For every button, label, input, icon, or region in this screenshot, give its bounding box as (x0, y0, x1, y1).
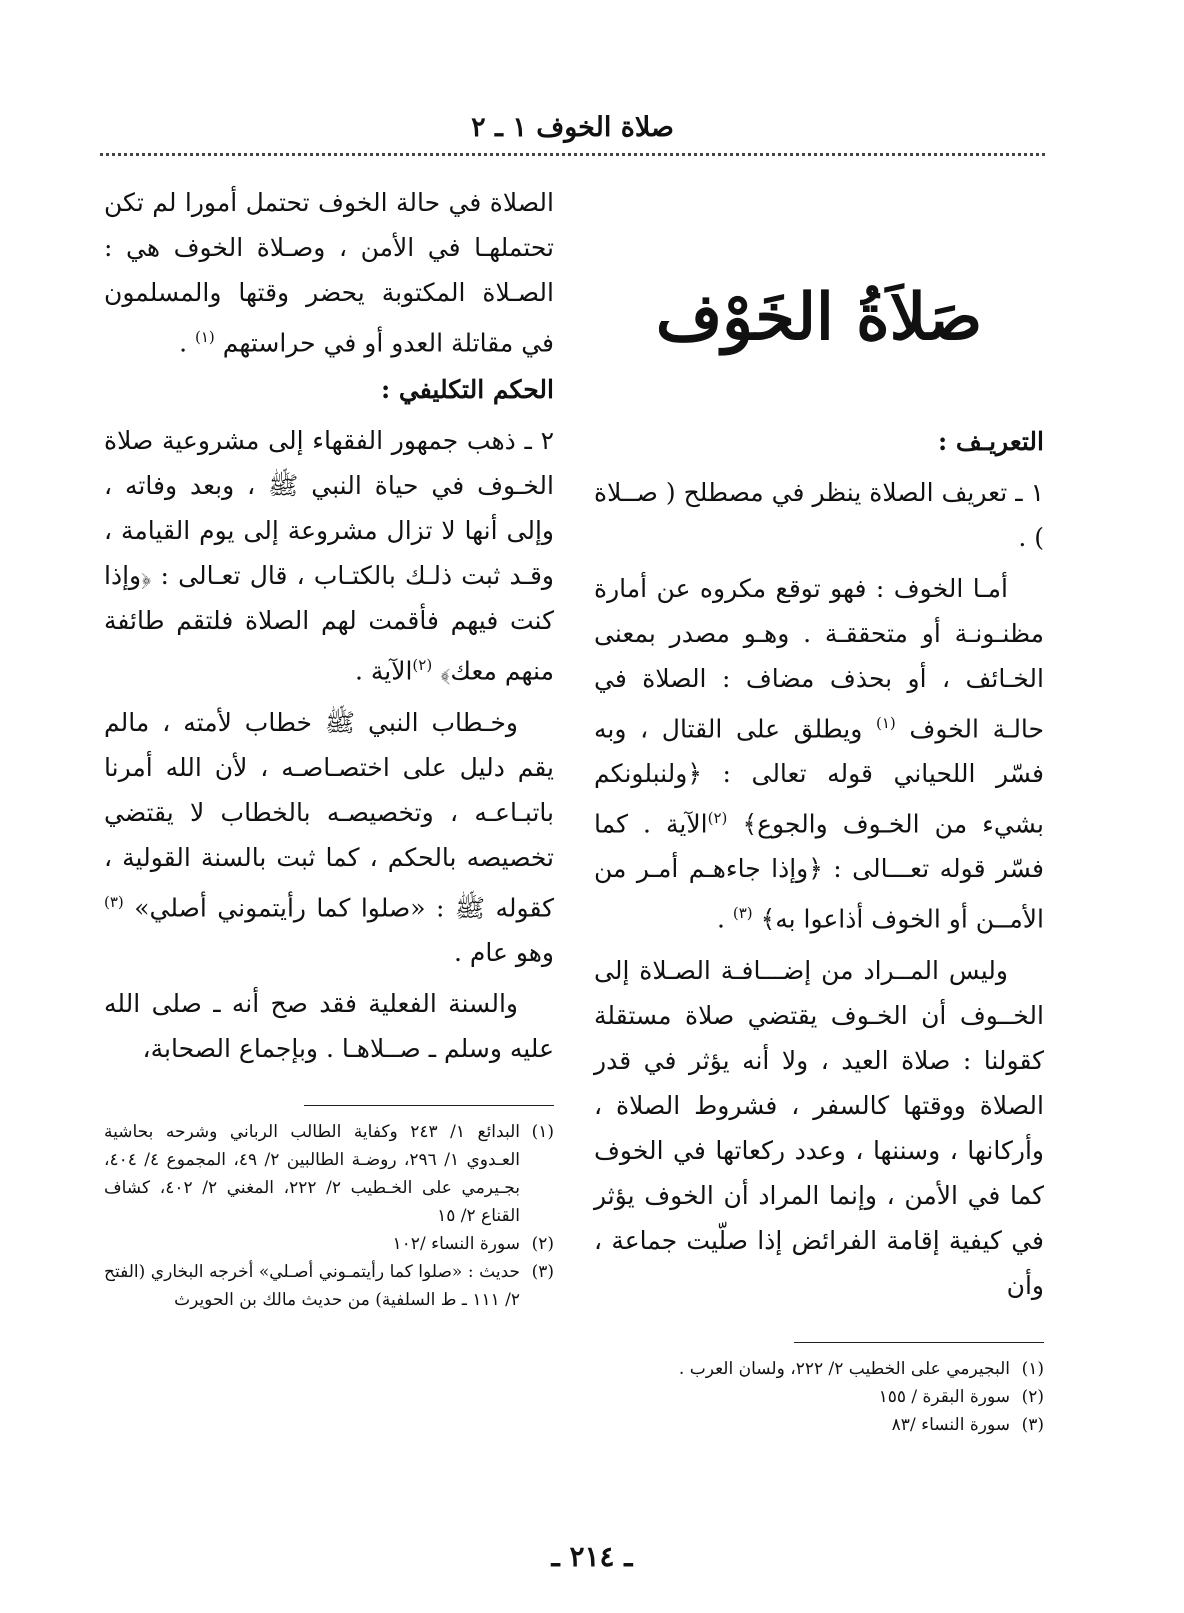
paragraph-3: وخـطاب النبي ﷺ خطاب لأمته ، مالم يقم دليل على اختصـاصـه ، لأن الله أمرنا باتبـاعـه ، وتخصيصـه بالخطاب لا يقتضي تخصيصه بالحكم ، كما ثبت بالسنة القولية ، كقوله ﷺ : «صلوا كما رأيتموني أصلي» $^{(٣)}$ وهو عام . (104, 707, 554, 967)
footnote-ref[interactable]: (١) (875, 713, 896, 732)
ruling-heading: الحكم التكليفي : (381, 375, 554, 405)
footnote: (١) البجيرمي على الخطيب ٢/ ٢٢٢، ولسان العرب . (678, 1358, 1044, 1379)
running-head: صلاة الخوف ١ ـ ٢ (100, 112, 1045, 156)
paragraph-2: أمـا الخوف : فهو توقع مكروه عن أمارة مظنـونـة أو متحققـة . وهـو مصدر بمعنى الخـائف ، أو بحذف مضاف : الصلاة في حالـة الخوف $^{(١)}$ ويطلق على القتال ، وبه فسّر اللحياني قوله تعالى : ﴿ولنبلونكم بشيء من الخـوف والجوع﴾ $^{(٢)}$الآية . كما فسّر قوله تعـــالى : ﴿وإذا جاءهـم أمـر من الأمــن أو الخوف أذاعوا به﴾ $^{(٣)}$ . (594, 573, 1045, 934)
paragraph-4: والسنة الفعلية فقد صح أنه ـ صلى الله عليه وسلم ـ صــلاهـا . وبإجماع الصحابة، (104, 988, 554, 1063)
footnote-ref[interactable]: (٣) (104, 892, 124, 911)
paragraph-3: وليس المــراد من إضـــافـة الصـلاة إلى الخــوف أن الخـوف يقتضي صلاة مستقلة كقولنا : صلاة العيد ، ولا أنه يؤثر في قدر الصلاة ووقتها كالسفر ، فشروط الصلاة ، وأركانها ، وسننها ، وعدد ركعاتها في الخوف كما في الأمن ، وإنما المراد أن الخوف يؤثر في كيفية إقامة الفرائض إذا صلّيت جماعة ، وأن (594, 955, 1044, 1300)
paragraph-2: ٢ ـ ذهب جمهور الفقهاء إلى مشروعية صلاة الخـوف في حياة النبي ﷺ ، وبعد وفاته ، وإلى أنها لا تزال مشروعة إلى يوم القيامة ، وقـد ثبت ذلـك بالكتـاب ، قال تعـالى : ﴿وإذا كنت فيهم فأقمت لهم الصلاة فلتقم طائفة منهم معك﴾ $^{(٢)}$الآية . (104, 426, 554, 686)
definition-heading: التعريـف : (937, 426, 1044, 456)
right-column (594, 180, 1044, 1439)
footnote-divider (794, 1342, 1044, 1343)
paragraph-1: ١ ـ تعريف الصلاة ينظر في مصطلح ( صــلاة ) . (594, 477, 1044, 552)
footnotes (104, 1118, 554, 1314)
left-column (104, 180, 554, 1314)
footnote: (١) البدائع ١/ ٢٤٣ وكفاية الطالب الرباني وشرحه بحاشية العـدوي ١/ ٢٩٦، روضـة الطالبين ٢/ ٤٩، المجموع ٤/ ٤٠٤، بجـيرمي على الخـطيب ٢/ ٢٢٢، المغني ٢/ ٤٠٢، كشاف القناع ٢/ ١٥ (104, 1121, 554, 1226)
footnote-divider (304, 1105, 554, 1106)
footnote-ref[interactable]: (١) (194, 328, 215, 346)
footnote: (٣) سورة النساء /٨٣ (891, 1414, 1044, 1435)
footnotes (594, 1355, 1044, 1439)
footnote-ref[interactable]: (٣) (732, 904, 753, 923)
paragraph-1: الصلاة في حالة الخوف تحتمل أمورا لم تكن تحتملهـا في الأمن ، وصـلاة الخوف هي : الصـلاة المكتوبة يحضر وقتها والمسلمون في مقاتلة العدو أو في حراستهم $^{(١)}$ . (104, 188, 554, 358)
footnote-ref[interactable]: (٢) (412, 656, 433, 675)
footnote: (٢) سورة البقرة / ١٥٥ (878, 1386, 1044, 1407)
footnote: (٢) سورة النساء /١٠٢ (392, 1233, 554, 1254)
footnote-ref[interactable]: (٢) (707, 809, 728, 828)
entry-title: صَلاَةُ الخَوْف (655, 280, 983, 355)
page-number: ـ ٢١٤ ـ (551, 1540, 633, 1573)
footnote: (٣) حديث : «صلوا كما رأيتمـوني أصـلي» أخرجه البخاري (الفتح ٢/ ١١١ ـ ط السلفية) من حديث مالك بن الحويرث (104, 1261, 554, 1310)
